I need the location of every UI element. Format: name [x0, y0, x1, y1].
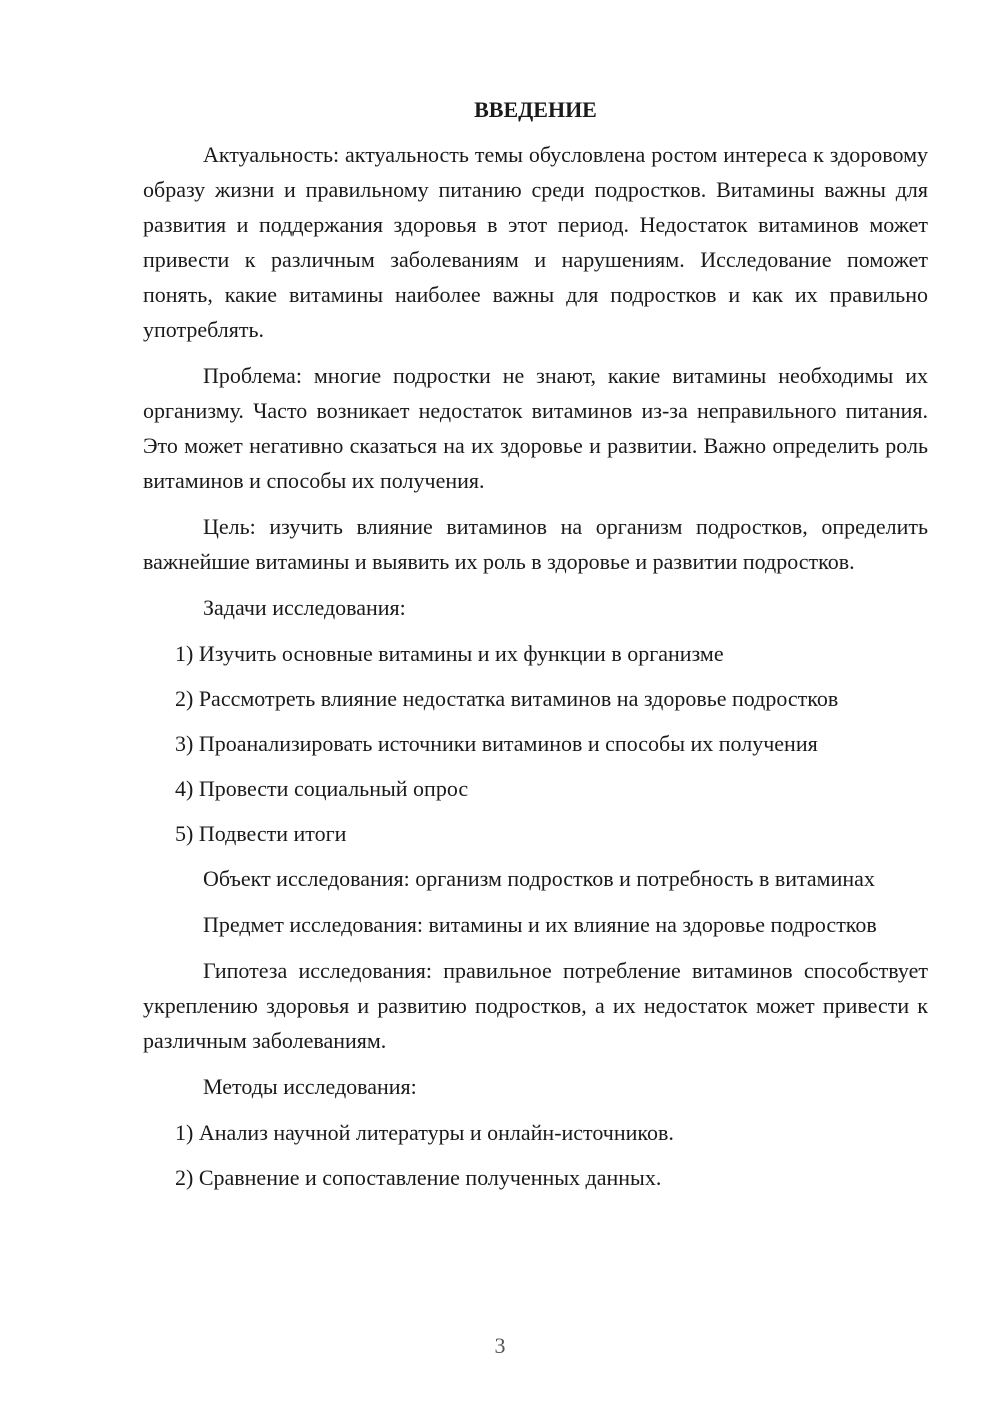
goal-paragraph: Цель: изучить влияние витаминов на организм подростков, определить важнейшие витамины и выявить их роль в здоровье и развитии подростков.: [143, 514, 928, 574]
method-item: 2) Сравнение и сопоставление полученных данных.: [175, 1165, 662, 1190]
relevance-paragraph: Актуальность: актуальность темы обусловлена ростом интереса к здоровому образу жизни и правильному питанию среди подростков. Витамины важны для развития и поддержания здоровья в этот период. Недостаток витаминов может привести к различным заболеваниям и нарушениям. Исследование поможет понять, какие витамины наиболее важны для подростков и как их правильно употреблять.: [143, 142, 928, 342]
methods-label: Методы исследования:: [203, 1074, 417, 1099]
task-item: 4) Провести социальный опрос: [175, 776, 469, 801]
task-item: 1) Изучить основные витамины и их функции в организме: [175, 641, 724, 666]
task-item: 5) Подвести итоги: [175, 821, 347, 846]
tasks-label: Задачи исследования:: [203, 595, 406, 620]
problem-paragraph: Проблема: многие подростки не знают, какие витамины необходимы их организму. Часто возникает недостаток витаминов из-за неправильного питания. Это может негативно сказаться на их здоровье и развитии. Важно определить роль витаминов и способы их получения.: [143, 363, 928, 493]
document-page: [143, 92, 928, 1205]
subject-paragraph: Предмет исследования: витамины и их влияние на здоровье подростков: [203, 912, 877, 937]
section-title: ВВЕДЕНИЕ: [474, 97, 597, 122]
task-item: 3) Проанализировать источники витаминов и способы их получения: [175, 731, 818, 756]
page-number: 3: [494, 1333, 506, 1358]
hypothesis-paragraph: Гипотеза исследования: правильное потребление витаминов способствует укреплению здоровья и развитию подростков, а их недостаток может привести к различным заболеваниям.: [143, 958, 928, 1053]
task-item: 2) Рассмотреть влияние недостатка витаминов на здоровье подростков: [175, 686, 839, 711]
method-item: 1) Анализ научной литературы и онлайн-источников.: [175, 1120, 674, 1145]
object-paragraph: Объект исследования: организм подростков и потребность в витаминах: [203, 866, 875, 891]
